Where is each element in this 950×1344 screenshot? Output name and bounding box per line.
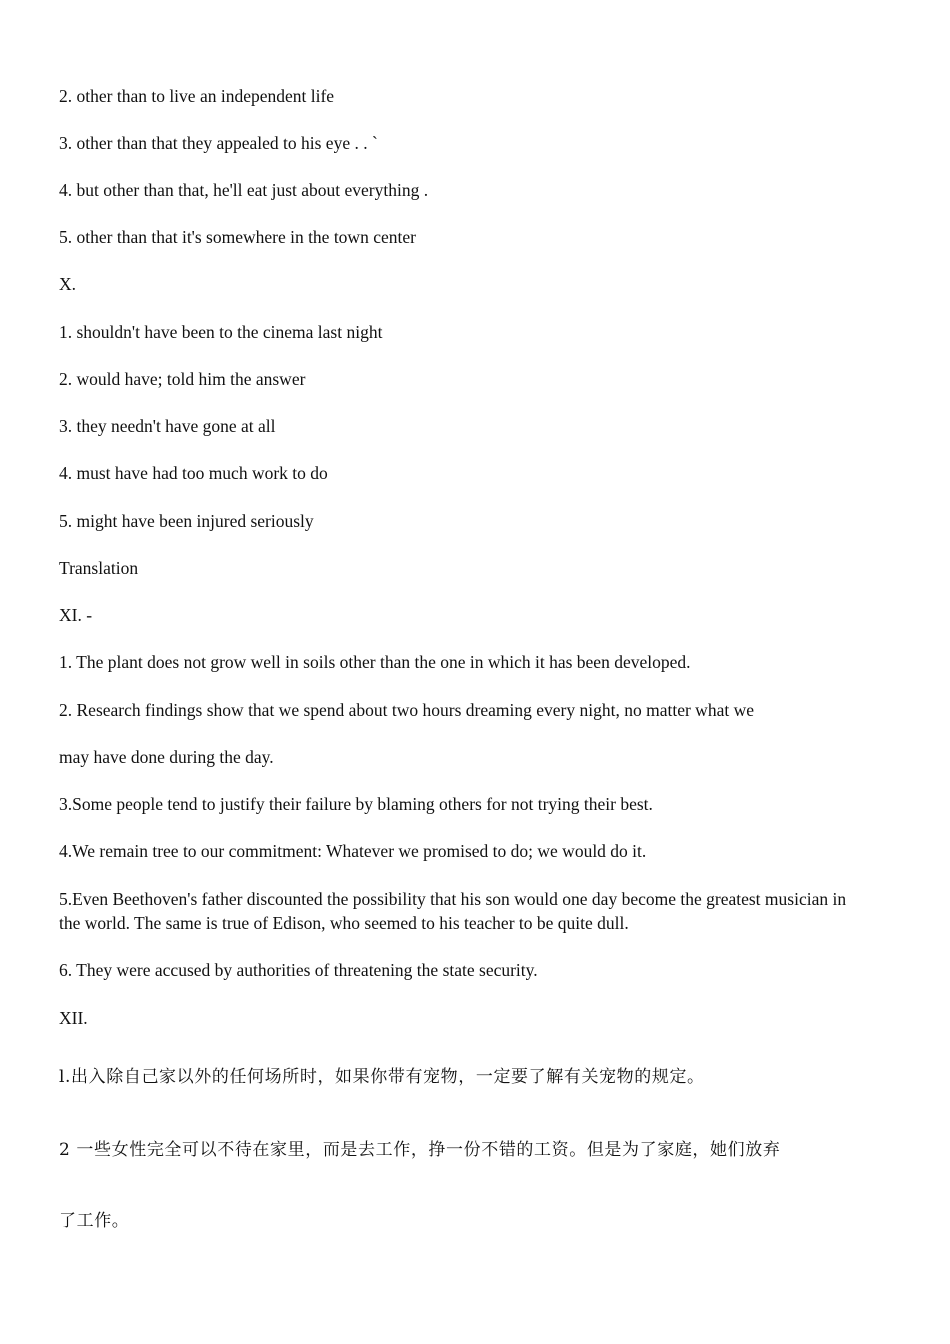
answer-line: 2. Research findings show that we spend about two hours dreaming every night, no matter what we bbox=[59, 700, 754, 720]
answer-line: 3. they needn't have gone at all bbox=[59, 416, 276, 436]
answer-line: may have done during the day. bbox=[59, 747, 274, 767]
chinese-line: 2 一些女性完全可以不待在家里，而是去工作，挣一份不错的工资。但是为了家庭，她们放弃 bbox=[59, 1140, 781, 1160]
answer-line: 4. must have had too much work to do bbox=[59, 463, 328, 483]
section-heading: X. bbox=[59, 274, 77, 294]
answer-line: 3. other than that they appealed to his eye . . ` bbox=[59, 133, 378, 153]
answer-line: 3.Some people tend to justify their failure by blaming others for not trying their best. bbox=[59, 794, 653, 814]
section-heading: XII. bbox=[59, 1008, 88, 1028]
answer-line: 6. They were accused by authorities of threatening the state security. bbox=[59, 960, 538, 980]
section-heading: Translation bbox=[59, 558, 139, 578]
answer-line: 2. other than to live an independent life bbox=[59, 86, 335, 106]
answer-line: 5. might have been injured seriously bbox=[59, 511, 314, 531]
answer-line: 4. but other than that, he'll eat just about everything . bbox=[59, 180, 429, 200]
section-heading: XI. - bbox=[59, 605, 93, 625]
answer-line: 1. The plant does not grow well in soils other than the one in which it has been developed. bbox=[59, 652, 691, 672]
answer-line: 4.We remain tree to our commitment: Whatever we promised to do; we would do it. bbox=[59, 841, 647, 861]
chinese-line: l.出入除自己家以外的任何场所时，如果你带有宠物，一定要了解有关宠物的规定。 bbox=[59, 1067, 705, 1087]
answer-line: 2. would have; told him the answer bbox=[59, 369, 306, 389]
answer-paragraph: 5.Even Beethoven's father discounted the possibility that his son would one day become the greatest musician in the world. The same is true of Edison, who seemed to his teacher to be quite dull. bbox=[59, 889, 847, 933]
answer-line: 5. other than that it's somewhere in the town center bbox=[59, 227, 416, 247]
chinese-line: 了工作。 bbox=[59, 1211, 130, 1231]
answer-line: 1. shouldn't have been to the cinema last night bbox=[59, 322, 383, 342]
